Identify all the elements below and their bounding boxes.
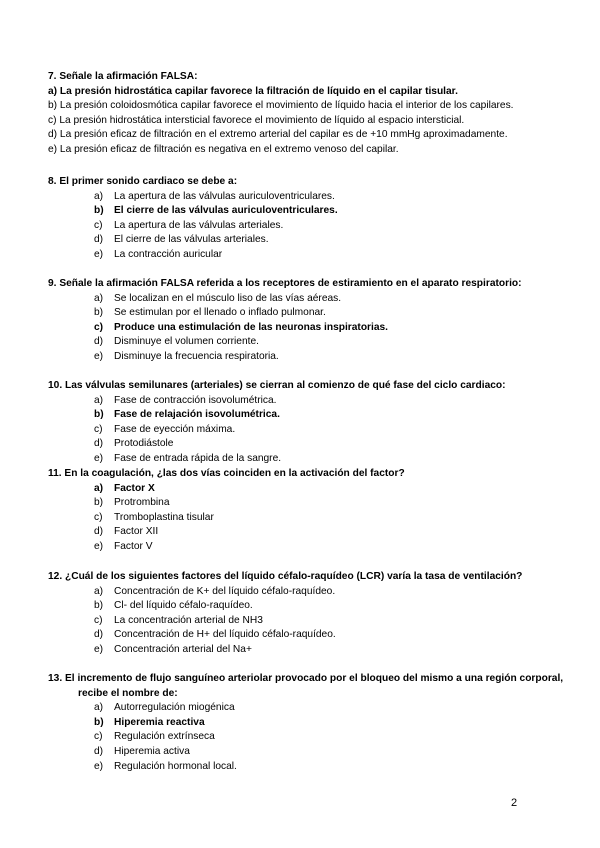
question-12 xyxy=(48,570,578,658)
option-b: b) El cierre de las válvulas auriculoventriculares. xyxy=(94,205,338,217)
option-c: c) Regulación extrínseca xyxy=(94,731,215,743)
option-d: d) Concentración de H+ del líquido céfalo-raquídeo. xyxy=(94,629,336,641)
option-b: b) Hiperemia reactiva xyxy=(94,716,205,728)
option-b: b) Protrombina xyxy=(94,497,170,509)
option-c: c) Fase de eyección máxima. xyxy=(94,423,236,435)
options-list xyxy=(48,85,578,158)
option-e: e) Regulación hormonal local. xyxy=(94,760,237,772)
options-list xyxy=(48,482,578,555)
option-c: c) La apertura de las válvulas arteriales. xyxy=(94,219,284,231)
question-13 xyxy=(48,672,578,774)
option-a: a) La presión hidrostática capilar favorece la filtración de líquido en el capilar tisular. xyxy=(48,85,458,97)
option-c: c) La concentración arterial de NH3 xyxy=(94,614,263,626)
option-d: d) Disminuye el volumen corriente. xyxy=(94,336,259,348)
options-list xyxy=(48,292,578,365)
option-e: e) La contracción auricular xyxy=(94,248,223,260)
option-c: c) Tromboplastina tisular xyxy=(94,511,214,523)
option-b: b) Fase de relajación isovolumétrica. xyxy=(94,409,280,421)
question-title: 7. Señale la afirmación FALSA: xyxy=(48,71,198,82)
question-10 xyxy=(48,379,578,467)
question-11 xyxy=(48,467,578,555)
option-b: b) Cl- del líquido céfalo-raquídeo. xyxy=(94,600,253,612)
question-title: 9. Señale la afirmación FALSA referida a los receptores de estiramiento en el aparato respiratorio: xyxy=(48,278,522,289)
option-a: a) Se localizan en el músculo liso de las vías aéreas. xyxy=(94,292,342,304)
option-a: a) Autorregulación miogénica xyxy=(94,702,235,714)
question-7 xyxy=(48,70,578,158)
option-a: a) Factor X xyxy=(94,482,155,494)
options-list xyxy=(48,190,578,263)
option-a: a) Fase de contracción isovolumétrica. xyxy=(94,394,277,406)
option-b: b) La presión coloidosmótica capilar favorece el movimiento de líquido hacia el interior de los capilares. xyxy=(48,100,514,112)
option-d: d) Factor XII xyxy=(94,526,159,538)
options-list xyxy=(48,585,578,658)
option-e: e) Fase de entrada rápida de la sangre. xyxy=(94,452,282,464)
option-d: d) Protodiástole xyxy=(94,438,174,450)
question-title: 8. El primer sonido cardiaco se debe a: xyxy=(48,176,238,187)
options-list xyxy=(48,394,578,467)
option-d: d) La presión eficaz de filtración en el extremo arterial del capilar es de +10 mmHg aproximadamente. xyxy=(48,129,508,141)
option-e: e) Factor V xyxy=(94,540,153,552)
options-list xyxy=(48,701,578,774)
option-d: d) Hiperemia activa xyxy=(94,745,190,757)
page-number: 2 xyxy=(511,797,518,809)
option-e: e) Disminuye la frecuencia respiratoria. xyxy=(94,350,279,362)
question-title: 11. En la coagulación, ¿las dos vías coinciden en la activación del factor? xyxy=(48,468,405,479)
option-e: e) La presión eficaz de filtración es negativa en el extremo venoso del capilar. xyxy=(48,143,399,155)
option-a: a) Concentración de K+ del líquido céfalo-raquídeo. xyxy=(94,585,336,597)
question-9 xyxy=(48,277,578,365)
question-8 xyxy=(48,175,578,263)
option-a: a) La apertura de las válvulas auriculoventriculares. xyxy=(94,190,335,202)
question-title: 12. ¿Cuál de los siguientes factores del líquido céfalo-raquídeo (LCR) varía la tasa de ventilación? xyxy=(48,571,523,582)
option-e: e) Concentración arterial del Na+ xyxy=(94,643,252,655)
option-b: b) Se estimulan por el llenado o inflado pulmonar. xyxy=(94,307,326,319)
question-title: 10. Las válvulas semilunares (arteriales) se cierran al comienzo de qué fase del ciclo cardiaco: xyxy=(48,380,506,391)
option-c: c) Produce una estimulación de las neuronas inspiratorias. xyxy=(94,321,389,333)
option-d: d) El cierre de las válvulas arteriales. xyxy=(94,234,269,246)
option-c: c) La presión hidrostática intersticial favorece el movimiento de líquido al espacio intersticial. xyxy=(48,114,465,126)
question-title: 13. El incremento de flujo sanguíneo arteriolar provocado por el bloqueo del mismo a una región corporal, recibe el nombre de: xyxy=(48,673,564,699)
